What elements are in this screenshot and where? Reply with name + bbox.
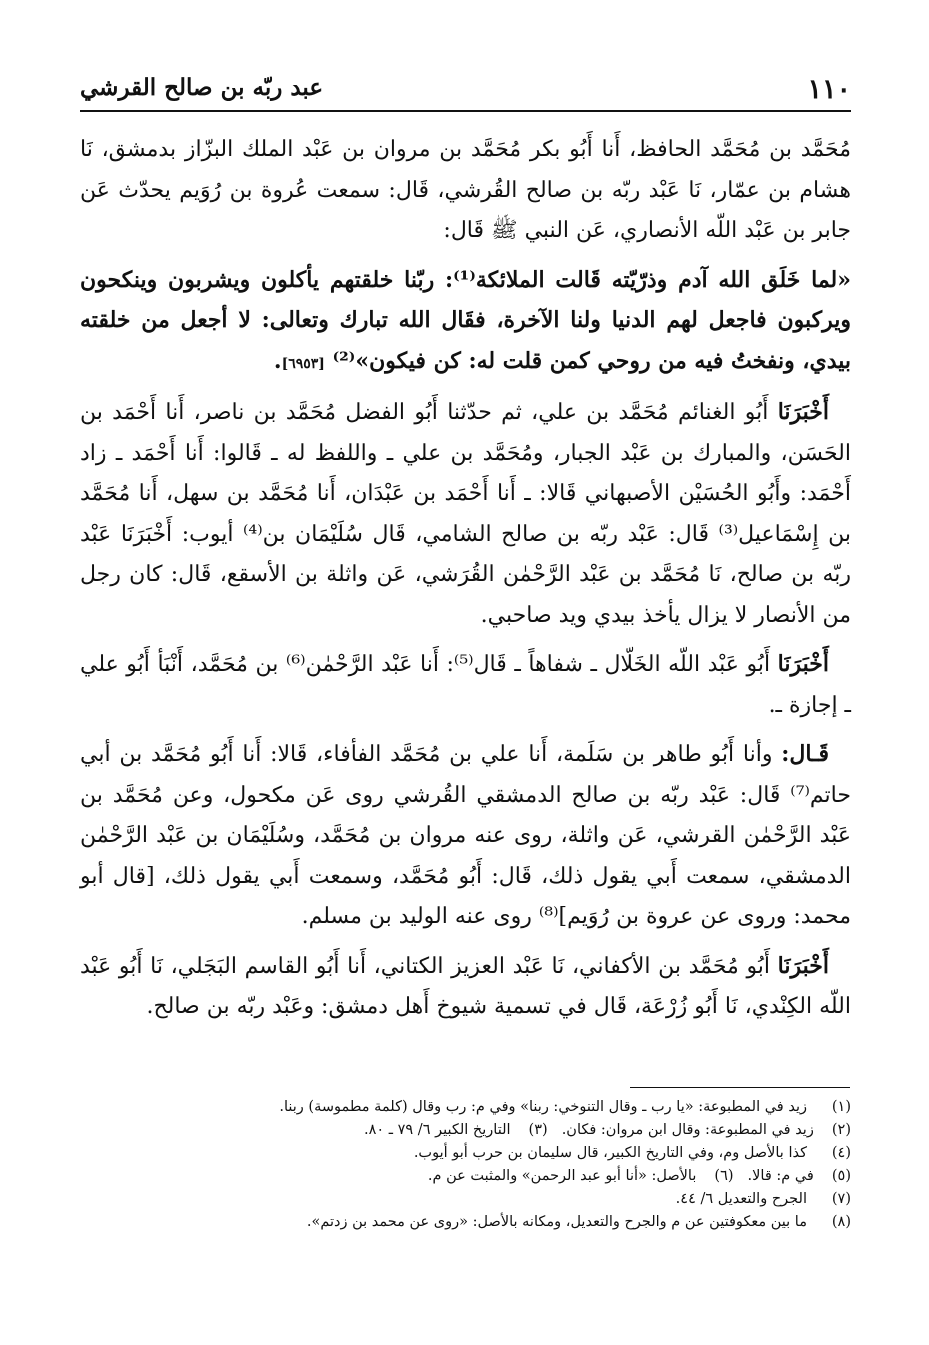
paragraph-4 (80, 644, 851, 726)
paragraph-3 (80, 392, 851, 636)
footnote (428, 1165, 734, 1188)
paragraph-1-text: مُحَمَّد بن مُحَمَّد الحافظ، أَنا أَبُو بكر مُحَمَّد بن مروان بن عَبْد الملك البزّاز بدمشق، نَا هشام بن عمّار، نَا عَبْد ربّه بن صالح القُرشي، قَال: سمعت عُروة بن رُوَيم يحدّث عَن جابر بن عَبْد اللّه الأنصاري، عَن النبي ﷺ قَال: (80, 137, 851, 243)
footnote-text: ما بين معكوفتين عن م والجرح والتعديل، ومكانه بالأصل: «روى عن محمد بن زدتم». (306, 1214, 807, 1230)
footnote-number: (٦) (714, 1168, 734, 1184)
footnote-number: (٤) (831, 1145, 851, 1161)
paragraph-4-text: أَبُو عَبْد اللّه الخَلّال ـ شفاهاً ـ قَال⁽⁵⁾: أَنا عَبْد الرَّحْمٰن⁽⁶⁾ بن مُحَمَّد، أَنْبَأ أَبُو علي ـ إجازة ـ. (80, 652, 851, 718)
paragraph-5 (80, 734, 851, 938)
hadith-reference-number: [٦٩٥٣] (281, 355, 325, 372)
footnote (80, 1096, 851, 1119)
footnote (748, 1165, 851, 1188)
footnote-text: زيد في المطبوعة: «يا رب ـ وقال التنوخي: ربنا» وفي م: رب وقال (كلمة مطموسة) ربنا. (279, 1099, 807, 1115)
footnote-number: (١) (831, 1099, 851, 1115)
footnote-pair (80, 1119, 851, 1142)
footnote-text: في م: قالا. (747, 1168, 814, 1184)
paragraph-3-text: أَبُو الغنائم مُحَمَّد بن علي، ثم حدّثنا أَبُو الفضل مُحَمَّد بن ناصر، أَنا أَحْمَد بن الحَسَن، والمبارك بن عَبْد الجبار، ومُحَمَّد بن علي ـ واللفظ له ـ قَالوا: أَنا أَحْمَد ـ زاد أَحْمَد: وأَبُو الحُسَيْن الأصبهاني قَالا: ـ أَنا أَحْمَد بن عَبْدَان، أَنا مُحَمَّد بن سهل، أَنا مُحَمَّد بن إِسْمَاعيل⁽³⁾ قَال: عَبْد ربّه بن صالح الشامي، قَال سُلَيْمَان بن⁽⁴⁾ أيوب: أَخْبَرَنَا عَبْد ربّه بن صالح، نَا مُحَمَّد بن عَبْد الرَّحْمٰن القُرَشي، عَن واثلة بن الأسقع، قَال: كان رجل من الأنصار لا يزال يأخذ بيدي ويد صاحبي. (80, 400, 851, 628)
footnote-text: الجرح والتعديل ٦/ ٤٤. (675, 1191, 807, 1207)
footnote (562, 1119, 851, 1142)
footnote-separator (630, 1087, 850, 1088)
akhbarana-keyword-3: أَخْبَرَنَا (777, 952, 829, 979)
footnote-text: التاريخ الكبير ٦/ ٧٩ ـ ٨٠. (363, 1122, 511, 1138)
running-title: عبد ربّه بن صالح القرشي (80, 74, 324, 101)
footnote-text: زيد في المطبوعة: وقال ابن مروان: فكان. (561, 1122, 814, 1138)
paragraph-6-text: أَبُو مُحَمَّد بن الأكفاني، نَا عَبْد العزيز الكتاني، أَنا أَبُو القاسم البَجَلي، نَا أَبُو عَبْد اللّه الكِنْدي، نَا أَبُو زُرْعَة، قَال في تسمية شيوخ أَهل دمشق: وعَبْد ربّه بن صالح. (80, 953, 851, 1019)
footnote (80, 1188, 851, 1211)
footnote-text: كذا بالأصل وم، وفي التاريخ الكبير، قال سليمان بن حرب أبو أيوب. (413, 1145, 807, 1161)
qal-keyword: قَـال: (781, 741, 829, 767)
paragraph-5-text: وأنا أَبُو طاهر بن سَلَمة، أَنا علي بن مُحَمَّد الفأفاء، قَالا: أَنا أَبُو مُحَمَّد بن أبي حاتم⁽⁷⁾ قَال: عَبْد ربّه بن صالح الدمشقي القُرشي روى عَن مكحول، وعن مُحَمَّد بن عَبْد الرَّحْمٰن القرشي، عَن واثلة، روى عنه مروان بن مُحَمَّد، وسُلَيْمَان بن عَبْد الرَّحْمٰن الدمشقي، سمعت أَبي يقول ذلك، قَال: أَبُو مُحَمَّد، وسمعت أَبي يقول ذلك، [قال أبو محمد: وروى عن عروة بن رُوَيم]⁽⁸⁾ روى عنه الوليد بن مسلم. (80, 742, 851, 929)
footnote-number: (٨) (831, 1214, 851, 1230)
paragraph-6 (80, 946, 851, 1028)
paragraph-1 (80, 130, 851, 252)
footnote-number: (٧) (831, 1191, 851, 1207)
akhbarana-keyword-1: أَخْبَرَنَا (777, 399, 830, 425)
akhbarana-keyword-2: أَخْبَرَنَا (777, 651, 829, 677)
footnote-number: (٣) (528, 1122, 548, 1138)
header-rule (80, 110, 851, 112)
footnote (364, 1119, 548, 1142)
footnote (80, 1142, 851, 1165)
footnote-text: بالأصل: «أنا أبو عبد الرحمن» والمثبت عن م. (427, 1168, 697, 1184)
footnote-number: (٥) (831, 1168, 851, 1184)
footnote-number: (٢) (831, 1122, 851, 1138)
footnotes (80, 1096, 851, 1234)
hadith-text: «لما خَلَق الله آدم وذرّيّته قَالت الملائكة⁽¹⁾: ربّنا خلقتهم يأكلون ويشربون وينكحون ويركبون فاجعل لهم الدنيا ولنا الآخرة، فقَال الله تبارك وتعالى: لا أجعل من خلقته بيدي، ونفختُ فيه من روحي كمن قلت له: كن فيكون»⁽²⁾ (80, 266, 851, 374)
page-number: ١١٠ (807, 74, 851, 105)
main-text (80, 130, 851, 1036)
footnote (80, 1211, 851, 1234)
hadith-paragraph: «لما خَلَق الله آدم وذرّيّته قَالت الملائكة⁽¹⁾: ربّنا خلقتهم يأكلون ويشربون وينكحون ويركبون فاجعل لهم الدنيا ولنا الآخرة، فقَال الله تبارك وتعالى: لا أجعل من خلقته بيدي، ونفختُ فيه من روحي كمن قلت له: كن فيكون»⁽²⁾ [٦٩٥٣]. (80, 266, 851, 374)
page-header (80, 70, 851, 110)
footnote-pair (80, 1165, 851, 1188)
